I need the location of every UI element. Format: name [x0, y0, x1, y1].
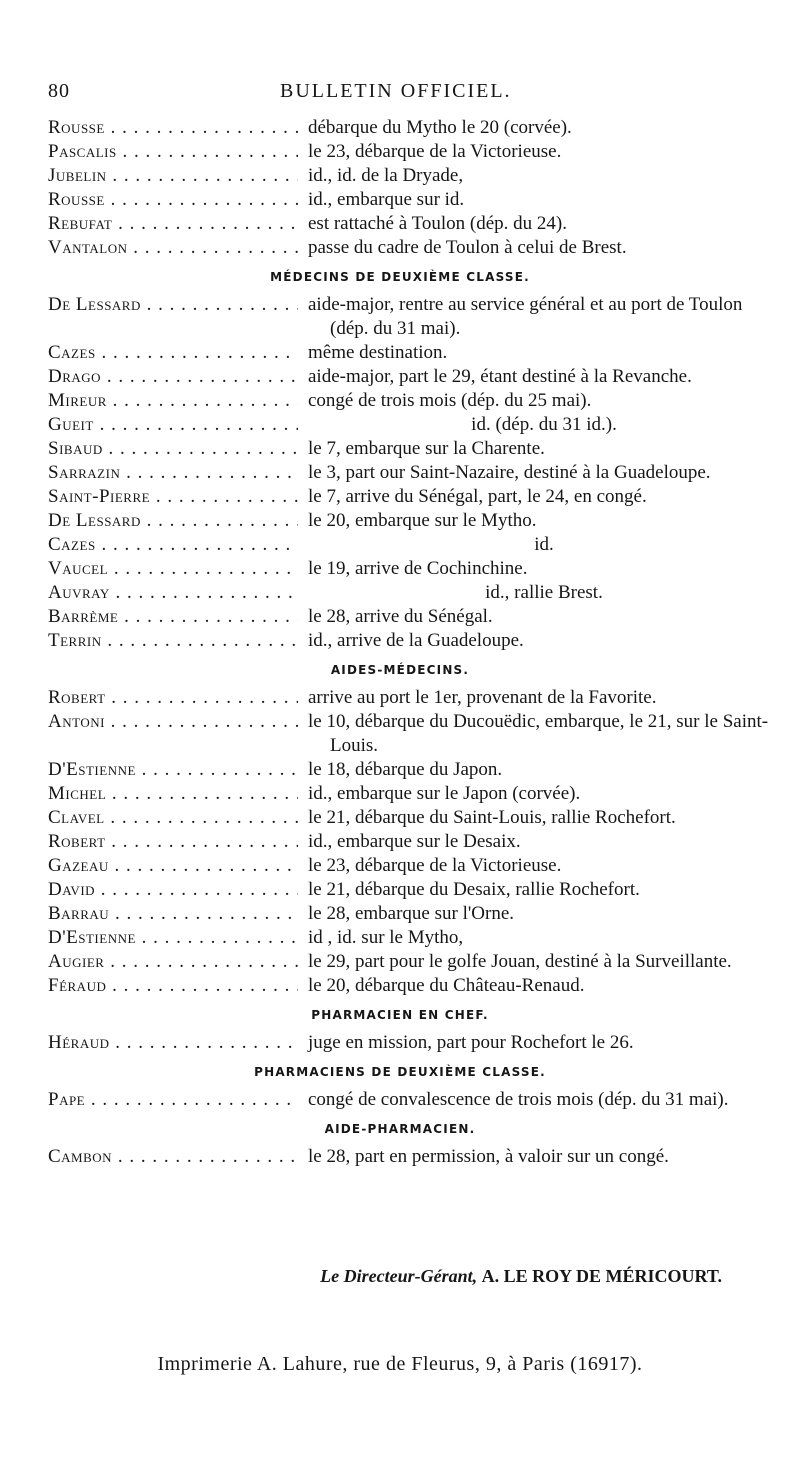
printer-imprint: Imprimerie A. Lahure, rue de Fleurus, 9, à Paris (16917). [157, 1353, 643, 1375]
entry-row [0, 365, 800, 389]
page-header [48, 80, 752, 106]
entry-name: Féraud . . . [48, 974, 298, 998]
entry-row [0, 413, 800, 437]
entry-text: id., embarque sur id. [308, 189, 465, 210]
entry-name: Gueit . . . [48, 413, 298, 437]
entry-row [0, 485, 800, 509]
entry-text: id., arrive de la Guadeloupe. [308, 630, 524, 651]
entry-text: aide-major, rentre au service général et au port de Toulon (dép. du 31 mai). [308, 294, 743, 339]
entry-name: Terrin . . . [48, 629, 298, 653]
entry-row [0, 974, 800, 998]
entry-text: le 19, arrive de Cochinchine. [308, 558, 528, 579]
entry-name: Héraud . . . [48, 1031, 298, 1055]
entry-name: David . . . [48, 878, 298, 902]
entry-text: id., embarque sur le Japon (corvée). [308, 783, 581, 804]
entry-text: le 28, part en permission, à valoir sur un congé. [308, 1146, 669, 1167]
section-heading-pharmacien-chef: PHARMACIEN EN CHEF. [311, 1008, 489, 1022]
entry-row [0, 926, 800, 950]
entry-text: id., embarque sur le Desaix. [308, 831, 521, 852]
entry-name: Vaucel . . . [48, 557, 298, 581]
entry-row [0, 629, 800, 653]
entry-text: le 23, débarque de la Victorieuse. [308, 141, 562, 162]
entry-name: Cazes . . . [48, 341, 298, 365]
entry-name: Saint-Pierre . . . [48, 485, 298, 509]
entry-text: le 3, part our Saint-Nazaire, destiné à la Guadeloupe. [308, 462, 711, 483]
entry-row [0, 806, 800, 830]
signature-line [320, 1266, 722, 1287]
entry-text: aide-major, part le 29, étant destiné à la Revanche. [308, 366, 692, 387]
entry-row [0, 389, 800, 413]
entry-name: D'Estienne . . . [48, 926, 298, 950]
entry-name: Vantalon . . . [48, 236, 298, 260]
entry-text: le 28, arrive du Sénégal. [308, 606, 493, 627]
entry-text: passe du cadre de Toulon à celui de Brest. [308, 237, 627, 258]
entries-block-6 [0, 1145, 800, 1169]
entry-text: id., rallie Brest. [485, 582, 603, 603]
entry-row [0, 533, 800, 557]
entry-row [0, 902, 800, 926]
entry-text: congé de trois mois (dép. du 25 mai). [308, 390, 592, 411]
entry-name: Cazes . . . [48, 533, 298, 557]
entry-text: id., id. de la Dryade, [308, 165, 464, 186]
entry-name: Robert . . . [48, 830, 298, 854]
entry-text: le 21, débarque du Desaix, rallie Rochefort. [308, 879, 640, 900]
entry-text: le 23, débarque de la Victorieuse. [308, 855, 562, 876]
entry-name: Mireur . . . [48, 389, 298, 413]
entry-row [0, 557, 800, 581]
entry-text: juge en mission, part pour Rochefort le 26. [308, 1032, 634, 1053]
entry-text: débarque du Mytho le 20 (corvée). [308, 117, 572, 138]
entry-text: est rattaché à Toulon (dép. du 24). [308, 213, 567, 234]
entry-name: Rebufat . . . [48, 212, 298, 236]
entry-text: le 20, embarque sur le Mytho. [308, 510, 537, 531]
section-heading-aides-medecins: AIDES-MÉDECINS. [330, 663, 470, 677]
entry-row [0, 437, 800, 461]
entry-row [0, 341, 800, 365]
entries-block-3 [0, 686, 800, 998]
page-number: 80 [48, 80, 70, 102]
entries-block-2 [0, 293, 800, 653]
entry-text: le 7, embarque sur la Charente. [308, 438, 545, 459]
entry-text: id , id. sur le Mytho, [308, 927, 464, 948]
page-content [0, 116, 800, 1169]
entry-row [0, 293, 800, 341]
entry-row [0, 710, 800, 758]
entry-row [0, 605, 800, 629]
signature-role: Le Directeur-Gérant, [320, 1266, 478, 1286]
entry-name: Barrau . . . [48, 902, 298, 926]
entry-name: Jubelin . . . [48, 164, 298, 188]
entry-text: le 7, arrive du Sénégal, part, le 24, en congé. [308, 486, 647, 507]
entry-text: id. [534, 534, 554, 555]
entry-row [0, 188, 800, 212]
section-heading-pharmaciens: PHARMACIENS DE DEUXIÈME CLASSE. [254, 1065, 546, 1079]
entry-name: De Lessard . . . [48, 509, 298, 533]
entry-text: congé de convalescence de trois mois (dép. du 31 mai). [308, 1089, 729, 1110]
entry-row [0, 782, 800, 806]
entry-name: De Lessard . . . [48, 293, 298, 317]
entry-row [0, 581, 800, 605]
entry-row [0, 758, 800, 782]
entry-row [0, 950, 800, 974]
entry-name: Michel . . . [48, 782, 298, 806]
entry-row [0, 116, 800, 140]
entry-name: Drago . . . [48, 365, 298, 389]
entry-row [0, 854, 800, 878]
entry-name: Barrème . . . [48, 605, 298, 629]
entry-text: le 21, débarque du Saint-Louis, rallie Rochefort. [308, 807, 676, 828]
entry-row [0, 830, 800, 854]
signature-name: A. LE ROY DE MÉRICOURT. [481, 1266, 722, 1286]
entry-name: Auvray . . . [48, 581, 298, 605]
entry-name: Pascalis . . . [48, 140, 298, 164]
entry-name: Robert . . . [48, 686, 298, 710]
entry-text: le 29, part pour le golfe Jouan, destiné à la Surveillante. [308, 951, 732, 972]
entry-row [0, 164, 800, 188]
entries-block-4 [0, 1031, 800, 1055]
entry-name: Cambon . . . [48, 1145, 298, 1169]
entry-row [0, 212, 800, 236]
running-title: BULLETIN OFFICIEL. [280, 80, 512, 102]
entry-name: Rousse . . . [48, 188, 298, 212]
entry-text: id. (dép. du 31 id.). [471, 414, 617, 435]
entry-name: Clavel . . . [48, 806, 298, 830]
entries-block-5 [0, 1088, 800, 1112]
entry-name: Pape . . . [48, 1088, 298, 1112]
entry-name: Augier . . . [48, 950, 298, 974]
entry-name: Sarrazin . . . [48, 461, 298, 485]
entry-row [0, 461, 800, 485]
entry-row [0, 236, 800, 260]
entry-name: Rousse . . . [48, 116, 298, 140]
entry-text: même destination. [308, 342, 448, 363]
section-heading-medecins: MÉDECINS DE DEUXIÈME CLASSE. [270, 270, 530, 284]
entry-row [0, 140, 800, 164]
entry-row [0, 686, 800, 710]
entry-text: le 28, embarque sur l'Orne. [308, 903, 515, 924]
entry-row [0, 1031, 800, 1055]
entry-name: Sibaud . . . [48, 437, 298, 461]
entry-name: Antoni . . . [48, 710, 298, 734]
entry-row [0, 1088, 800, 1112]
entry-row [0, 509, 800, 533]
entries-block-1 [0, 116, 800, 260]
entry-text: arrive au port le 1er, provenant de la Favorite. [308, 687, 657, 708]
entry-text: le 10, débarque du Ducouëdic, embarque, le 21, sur le Saint-Louis. [308, 711, 769, 756]
entry-name: D'Estienne . . . [48, 758, 298, 782]
entry-text: le 20, débarque du Château-Renaud. [308, 975, 585, 996]
entry-row [0, 878, 800, 902]
entry-text: le 18, débarque du Japon. [308, 759, 503, 780]
entry-row [0, 1145, 800, 1169]
entry-name: Gazeau . . . [48, 854, 298, 878]
section-heading-aide-pharmacien: AIDE-PHARMACIEN. [324, 1122, 476, 1136]
